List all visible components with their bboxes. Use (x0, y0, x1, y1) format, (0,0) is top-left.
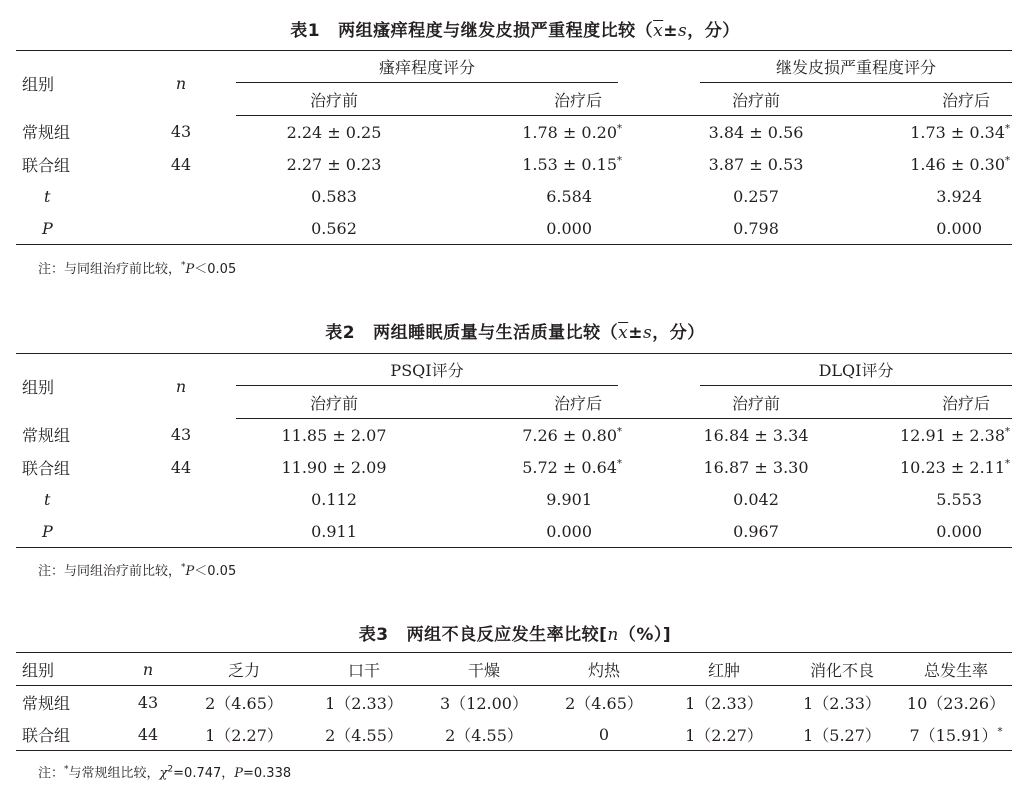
table2-row1-a2-mark: * (617, 426, 623, 438)
table2-row4-a1: 0.911 (311, 521, 357, 541)
table3-note-chi: χ (159, 766, 168, 781)
table1-sub-before-b: 治疗前 (628, 83, 824, 116)
table2-row2-b2-mark: * (1005, 458, 1011, 470)
table3 (16, 652, 1012, 751)
table3-note-tail: =0.338 (243, 766, 292, 781)
table3-row1-total: 10（23.26） (906, 693, 1006, 713)
table1-row4-b2: 0.000 (936, 218, 983, 238)
table3-header-n: n (112, 653, 184, 686)
table2-row1-label: 常规组 (22, 426, 71, 446)
table2-row3-b2: 5.553 (936, 489, 983, 509)
table3-note-prefix: 注： (38, 766, 65, 781)
table3-row1-label: 常规组 (22, 693, 71, 713)
table1-title: 两组瘙痒程度与继发皮损严重程度比较（ (338, 21, 654, 41)
table-row (16, 483, 1012, 515)
table2-row2-a1: 11.90 ± 2.09 (281, 457, 387, 477)
table2-title-tail: ，分） (652, 323, 705, 343)
table3-row2-dryness: 2（4.55） (445, 725, 523, 745)
table2-header-group: 组别 (22, 377, 55, 397)
table2-row1-b1: 16.84 ± 3.34 (703, 425, 809, 445)
table1-row2-b2-mark: * (1005, 155, 1011, 167)
table2-psqi-label: PSQI评分 (236, 354, 618, 386)
table3-title-tail: （%）] (618, 625, 672, 645)
table1-header-group: 组别 (22, 74, 55, 94)
table2-sub-after-a: 治疗后 (432, 386, 628, 419)
table1-row1-b2: 1.73 ± 0.34 (910, 122, 1006, 142)
table3-row1-fatigue: 2（4.65） (205, 693, 283, 713)
table2-title-sd-symbol: s (642, 323, 653, 343)
table2-row1-n: 43 (170, 425, 192, 445)
table2-note-prefix: 注：与同组治疗前比较， (38, 564, 182, 579)
table2-title: 两组睡眠质量与生活质量比较（ (373, 323, 619, 343)
table2-caption (0, 318, 1030, 343)
table1-row1-n: 43 (170, 122, 192, 142)
table1-row1-b2-mark: * (1005, 123, 1011, 135)
table3-header-dry-mouth: 口干 (304, 653, 424, 686)
table3-row2-label: 联合组 (22, 725, 71, 745)
table2-sub-before-b: 治疗前 (628, 386, 824, 419)
table1-row1-a1: 2.24 ± 0.25 (286, 122, 382, 142)
table2-row4-a2: 0.000 (546, 521, 593, 541)
table2-header-dlqi (628, 354, 1012, 387)
table1-row1-a2-mark: * (617, 123, 623, 135)
table2-note-tail: ＜0.05 (194, 564, 237, 579)
table1-row3-label: t (44, 186, 51, 206)
table2-row2-label: 联合组 (22, 458, 71, 478)
table1-row2-b2: 1.46 ± 0.30 (910, 154, 1006, 174)
table1-note (38, 258, 236, 277)
table1-row1-b1: 3.84 ± 0.56 (708, 122, 804, 142)
table1-note-tail: ＜0.05 (194, 262, 237, 277)
table1-note-p: P (185, 262, 195, 277)
table3-row2-indigestion: 1（5.27） (803, 725, 881, 745)
table2-sub-before-a: 治疗前 (236, 386, 432, 419)
table3-note-chi-val: =0.747， (173, 766, 235, 781)
table3-number: 表3 (358, 625, 389, 645)
table3-row1-burning: 2（4.65） (565, 693, 643, 713)
table3-row2-redness: 1（2.27） (685, 725, 763, 745)
table2-note-mark: * (181, 562, 186, 573)
table3-row2-dry-mouth: 2（4.55） (325, 725, 403, 745)
table3-header-indigestion: 消化不良 (784, 653, 900, 686)
table2-row2-b1: 16.87 ± 3.30 (703, 457, 809, 477)
table3-row2-total-mark: * (997, 726, 1003, 738)
table1-row4-b1: 0.798 (733, 218, 779, 238)
table1-row2-label: 联合组 (22, 155, 71, 175)
table1-row1-a2: 1.78 ± 0.20 (522, 122, 618, 142)
table2-dlqi-label: DLQI评分 (700, 354, 1012, 386)
table1-row3-n (126, 180, 236, 212)
table3-row2-burning: 0 (598, 724, 610, 744)
table1-caption (0, 16, 1030, 41)
table1-row3-a2: 6.584 (546, 186, 593, 206)
table1-row3-a1: 0.583 (311, 186, 357, 206)
table1-row4-n (126, 212, 236, 245)
table3-row1-indigestion: 1（2.33） (803, 693, 881, 713)
table1-header-itch-score (236, 51, 628, 84)
table3-note-mark: * (64, 764, 69, 775)
table1-sub-before-a: 治疗前 (236, 83, 432, 116)
table2-row2-a2-mark: * (617, 458, 623, 470)
table1-row4-label: P (42, 218, 53, 238)
table2 (16, 353, 1012, 548)
table1-row2-a2: 1.53 ± 0.15 (522, 154, 618, 174)
table1-row4-a2: 0.000 (546, 218, 593, 238)
table3-note-chi-sup: 2 (167, 764, 174, 775)
table2-title-mean-symbol: $\overline{x}$ (618, 323, 629, 343)
table2-sub-after-b: 治疗后 (824, 386, 1012, 419)
table2-row3-a1: 0.112 (311, 489, 357, 509)
table2-row3-label: t (44, 489, 51, 509)
table1-title-pm: ± (663, 21, 678, 41)
table2-row2-a2: 5.72 ± 0.64 (522, 457, 618, 477)
table2-row2-b2: 10.23 ± 2.11 (900, 457, 1006, 477)
table-row (16, 451, 1012, 483)
table2-title-pm: ± (628, 323, 643, 343)
table-row (16, 116, 1012, 149)
table2-row4-label: P (42, 521, 53, 541)
table1-itch-score-label: 瘙痒程度评分 (236, 51, 618, 83)
table1-title-sd-symbol: s (677, 21, 688, 41)
table1-row2-b1: 3.87 ± 0.53 (708, 154, 804, 174)
table1-sub-after-a: 治疗后 (432, 83, 628, 116)
table2-header-n: n (175, 376, 187, 396)
table2-number: 表2 (325, 323, 356, 343)
table1-row2-a2-mark: * (617, 155, 623, 167)
table3-title-n: n (607, 625, 619, 645)
table3-note-p: P (234, 766, 244, 781)
table2-row3-b1: 0.042 (733, 489, 779, 509)
table3-row1-redness: 1（2.33） (685, 693, 763, 713)
table1-title-tail: ，分） (687, 21, 740, 41)
table3-header-burning: 灼热 (544, 653, 664, 686)
table1-row1-label: 常规组 (22, 123, 71, 143)
table2-row4-n (126, 515, 236, 548)
table1-header-lesion-score (628, 51, 1012, 84)
table2-row1-b2-mark: * (1005, 426, 1011, 438)
table-row (16, 718, 1012, 751)
table1-header-n: n (175, 73, 187, 93)
table1-row3-b1: 0.257 (733, 186, 779, 206)
table-row (16, 515, 1012, 548)
table3-header-total: 总发生率 (900, 653, 1012, 686)
table2-row2-n: 44 (170, 457, 192, 477)
table-row (16, 686, 1012, 719)
table1-number: 表1 (290, 21, 321, 41)
table2-row4-b1: 0.967 (733, 521, 779, 541)
table1-row4-a1: 0.562 (311, 218, 357, 238)
table1-row2-n: 44 (170, 154, 192, 174)
table1-row2-a1: 2.27 ± 0.23 (286, 154, 382, 174)
table3-note-mid: 与常规组比较， (68, 766, 160, 781)
table2-row1-b2: 12.91 ± 2.38 (900, 425, 1006, 445)
table3-note (38, 762, 291, 781)
table3-header-fatigue: 乏力 (184, 653, 304, 686)
table-row (16, 212, 1012, 245)
table3-title: 两组不良反应发生率比较[ (406, 625, 608, 645)
table2-row3-n (126, 483, 236, 515)
table1-sub-after-b: 治疗后 (824, 83, 1012, 116)
table2-note-p: P (185, 564, 195, 579)
table1 (16, 50, 1012, 245)
table3-row2-total: 7（15.91） (909, 725, 998, 745)
table3-header-dryness: 干燥 (424, 653, 544, 686)
table3-caption (0, 620, 1030, 645)
table-row (16, 180, 1012, 212)
table2-row4-b2: 0.000 (936, 521, 983, 541)
table1-row3-b2: 3.924 (936, 186, 983, 206)
table2-header-psqi (236, 354, 628, 387)
table2-row3-a2: 9.901 (546, 489, 593, 509)
table1-lesion-score-label: 继发皮损严重程度评分 (700, 51, 1012, 83)
table3-row1-n: 43 (137, 692, 159, 712)
table3-row1-dry-mouth: 1（2.33） (325, 693, 403, 713)
table2-note (38, 560, 236, 579)
table-row (16, 148, 1012, 180)
table3-row2-n: 44 (137, 724, 159, 744)
table2-row1-a1: 11.85 ± 2.07 (281, 425, 387, 445)
table3-header-redness: 红肿 (664, 653, 784, 686)
table2-row1-a2: 7.26 ± 0.80 (522, 425, 618, 445)
table3-row2-fatigue: 1（2.27） (205, 725, 283, 745)
table3-row1-dryness: 3（12.00） (440, 693, 528, 713)
table-row (16, 419, 1012, 452)
table3-header-group: 组别 (16, 653, 112, 686)
table1-note-mark: * (181, 260, 186, 271)
table1-note-prefix: 注：与同组治疗前比较， (38, 262, 182, 277)
table1-title-mean-symbol: $\overline{x}$ (653, 21, 664, 41)
